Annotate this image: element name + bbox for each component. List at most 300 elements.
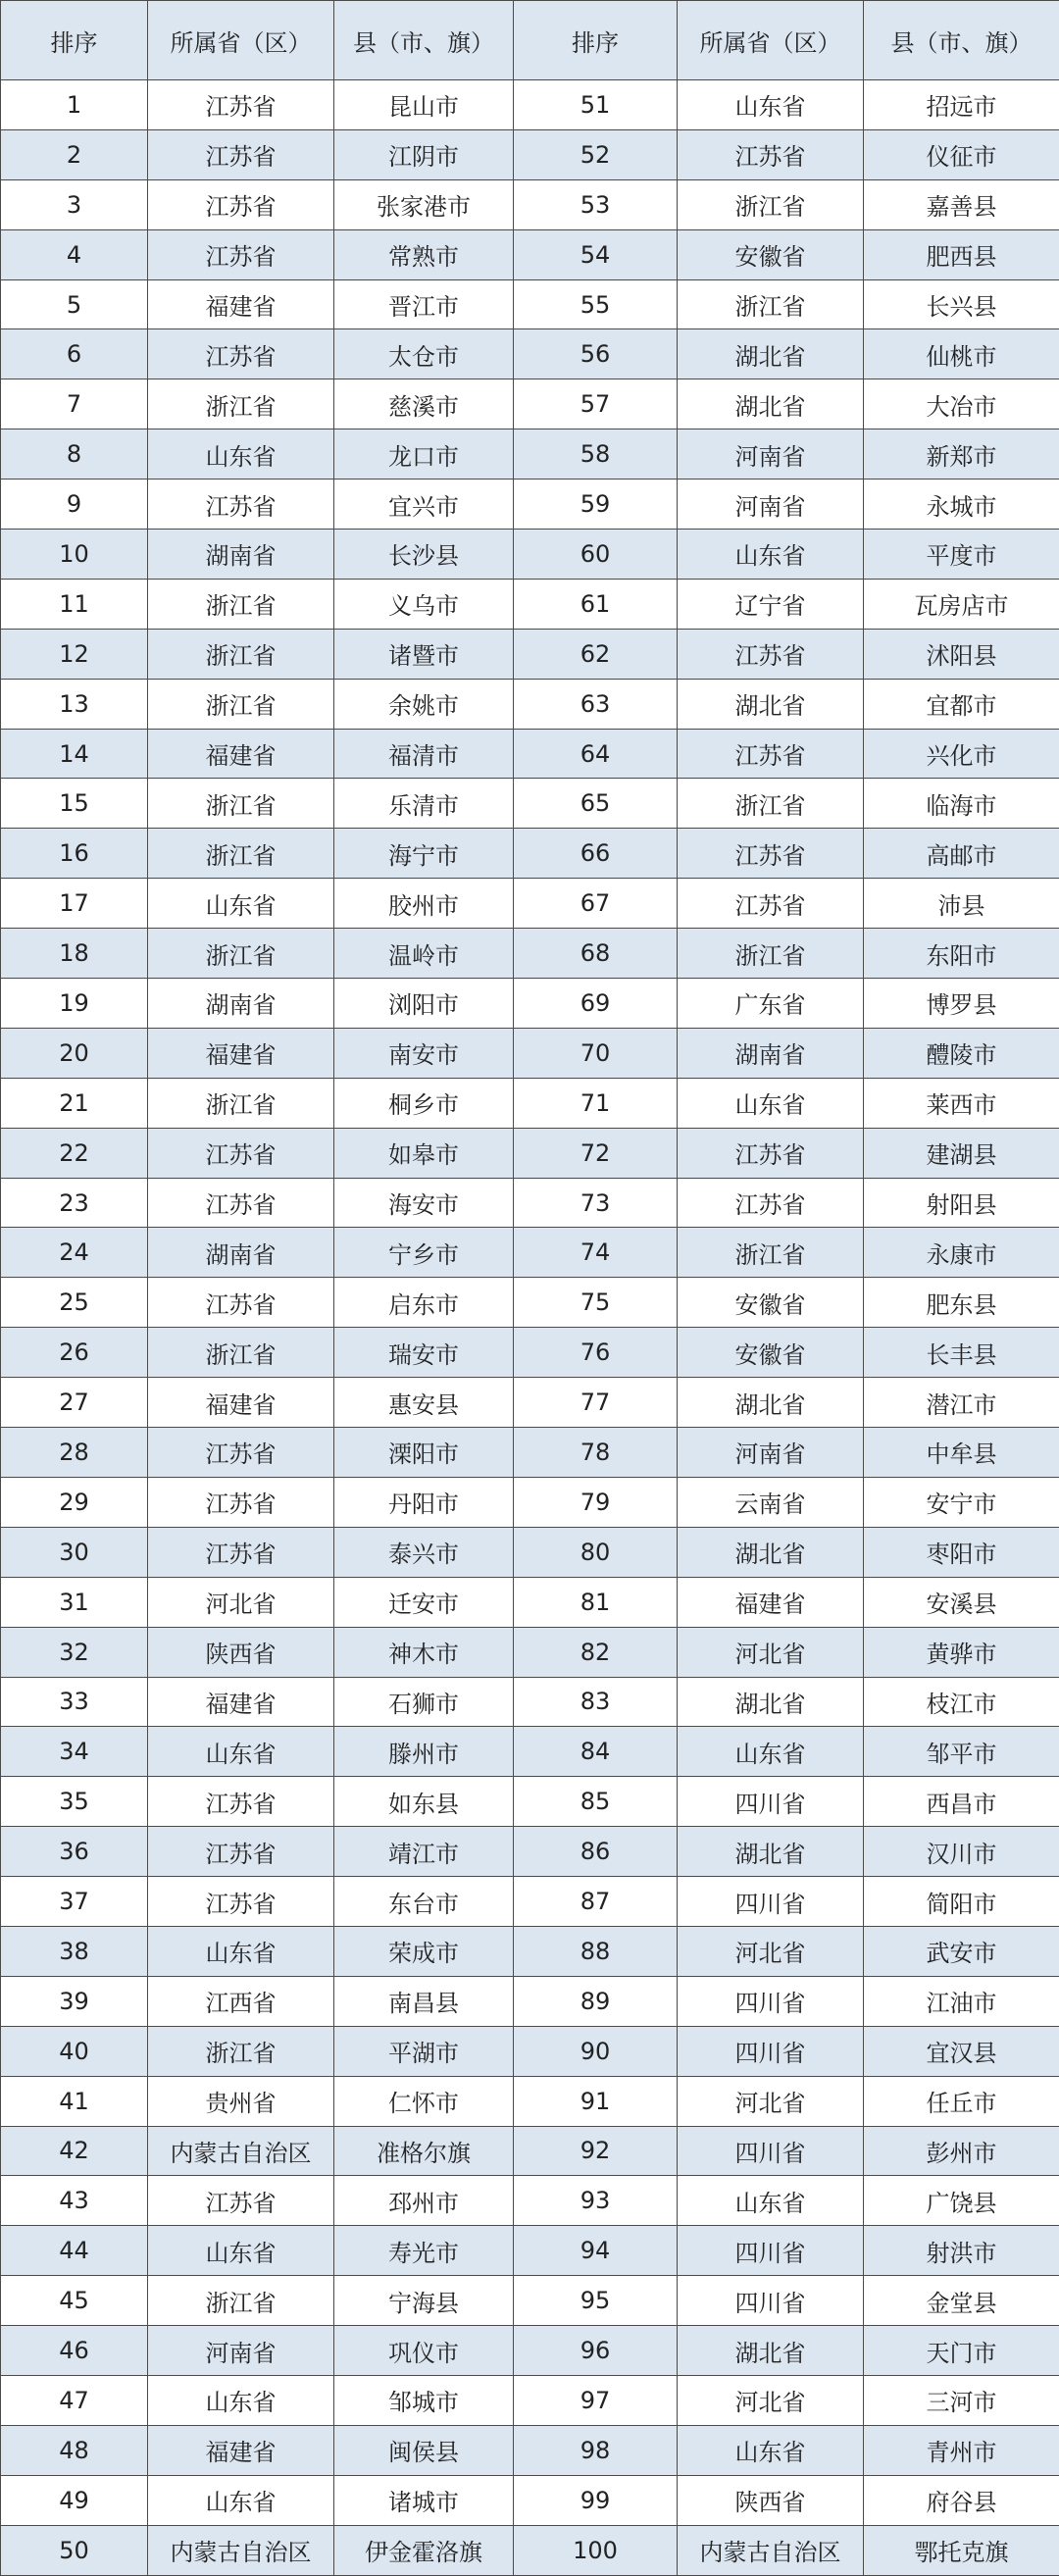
rank-cell-right: 67 xyxy=(514,879,678,929)
province-cell-right: 浙江省 xyxy=(678,929,864,979)
rank-cell-left: 5 xyxy=(1,279,148,329)
table-row xyxy=(1,1627,1059,1677)
header-province-left: 所属省（区） xyxy=(148,1,334,80)
province-cell-right: 河南省 xyxy=(678,1428,864,1478)
table-row xyxy=(1,2226,1059,2276)
table-row xyxy=(1,1078,1059,1128)
province-cell-right: 湖北省 xyxy=(678,679,864,729)
county-cell-right: 长丰县 xyxy=(864,1328,1059,1378)
province-cell-left: 山东省 xyxy=(148,1926,334,1976)
rank-cell-left: 22 xyxy=(1,1128,148,1178)
rank-cell-right: 56 xyxy=(514,329,678,379)
county-cell-left: 福清市 xyxy=(334,729,514,779)
rank-cell-right: 99 xyxy=(514,2475,678,2525)
county-cell-right: 黄骅市 xyxy=(864,1627,1059,1677)
province-cell-left: 江苏省 xyxy=(148,1178,334,1228)
rank-cell-right: 70 xyxy=(514,1028,678,1078)
rank-cell-right: 78 xyxy=(514,1428,678,1478)
province-cell-right: 江苏省 xyxy=(678,629,864,679)
rank-cell-left: 40 xyxy=(1,2026,148,2076)
county-cell-left: 启东市 xyxy=(334,1278,514,1328)
table-row xyxy=(1,2525,1059,2575)
table-row xyxy=(1,1527,1059,1577)
province-cell-left: 福建省 xyxy=(148,2425,334,2475)
rank-cell-left: 27 xyxy=(1,1378,148,1428)
county-cell-right: 金堂县 xyxy=(864,2276,1059,2326)
county-cell-right: 平度市 xyxy=(864,530,1059,580)
rank-cell-right: 65 xyxy=(514,779,678,829)
county-cell-right: 临海市 xyxy=(864,779,1059,829)
county-cell-right: 天门市 xyxy=(864,2326,1059,2376)
county-cell-right: 安宁市 xyxy=(864,1477,1059,1527)
county-cell-left: 溧阳市 xyxy=(334,1428,514,1478)
county-cell-left: 乐清市 xyxy=(334,779,514,829)
county-cell-right: 西昌市 xyxy=(864,1777,1059,1827)
rank-cell-right: 82 xyxy=(514,1627,678,1677)
rank-cell-right: 79 xyxy=(514,1477,678,1527)
rank-cell-left: 21 xyxy=(1,1078,148,1128)
rank-cell-left: 39 xyxy=(1,1976,148,2026)
rank-cell-right: 59 xyxy=(514,480,678,530)
province-cell-right: 湖北省 xyxy=(678,1677,864,1727)
province-cell-left: 江苏省 xyxy=(148,179,334,229)
rank-cell-right: 97 xyxy=(514,2375,678,2425)
rank-cell-right: 54 xyxy=(514,229,678,279)
province-cell-left: 江苏省 xyxy=(148,480,334,530)
county-cell-left: 余姚市 xyxy=(334,679,514,729)
province-cell-left: 浙江省 xyxy=(148,829,334,879)
table-row xyxy=(1,2425,1059,2475)
county-cell-left: 仁怀市 xyxy=(334,2076,514,2126)
county-cell-right: 江油市 xyxy=(864,1976,1059,2026)
table-row xyxy=(1,1827,1059,1877)
rank-cell-right: 92 xyxy=(514,2126,678,2176)
table-row xyxy=(1,2326,1059,2376)
province-cell-right: 湖南省 xyxy=(678,1028,864,1078)
rank-cell-left: 46 xyxy=(1,2326,148,2376)
province-cell-left: 山东省 xyxy=(148,879,334,929)
rank-cell-right: 85 xyxy=(514,1777,678,1827)
rank-cell-left: 42 xyxy=(1,2126,148,2176)
table-row xyxy=(1,1477,1059,1527)
province-cell-left: 湖南省 xyxy=(148,1228,334,1278)
table-row xyxy=(1,729,1059,779)
province-cell-right: 湖北省 xyxy=(678,329,864,379)
province-cell-right: 湖北省 xyxy=(678,379,864,429)
rank-cell-left: 38 xyxy=(1,1926,148,1976)
county-cell-right: 东阳市 xyxy=(864,929,1059,979)
province-cell-left: 山东省 xyxy=(148,2226,334,2276)
table-row xyxy=(1,2026,1059,2076)
province-cell-left: 江苏省 xyxy=(148,1428,334,1478)
table-row xyxy=(1,1777,1059,1827)
table-row xyxy=(1,530,1059,580)
province-cell-right: 四川省 xyxy=(678,2226,864,2276)
province-cell-right: 山东省 xyxy=(678,530,864,580)
header-county-right: 县（市、旗） xyxy=(864,1,1059,80)
county-cell-right: 肥西县 xyxy=(864,229,1059,279)
province-cell-left: 江苏省 xyxy=(148,2176,334,2226)
province-cell-right: 河北省 xyxy=(678,1926,864,1976)
province-cell-left: 山东省 xyxy=(148,2475,334,2525)
province-cell-right: 江苏省 xyxy=(678,829,864,879)
county-cell-right: 建湖县 xyxy=(864,1128,1059,1178)
province-cell-left: 福建省 xyxy=(148,729,334,779)
rank-cell-right: 89 xyxy=(514,1976,678,2026)
county-cell-left: 伊金霍洛旗 xyxy=(334,2525,514,2575)
county-cell-left: 慈溪市 xyxy=(334,379,514,429)
rank-cell-right: 53 xyxy=(514,179,678,229)
county-cell-right: 沭阳县 xyxy=(864,629,1059,679)
county-cell-right: 仪征市 xyxy=(864,129,1059,179)
rank-cell-right: 75 xyxy=(514,1278,678,1328)
rank-cell-left: 14 xyxy=(1,729,148,779)
province-cell-right: 河南省 xyxy=(678,429,864,480)
header-rank-right: 排序 xyxy=(514,1,678,80)
province-cell-left: 福建省 xyxy=(148,1677,334,1727)
rank-cell-right: 100 xyxy=(514,2525,678,2575)
rank-cell-right: 60 xyxy=(514,530,678,580)
county-cell-left: 邳州市 xyxy=(334,2176,514,2226)
rank-cell-left: 1 xyxy=(1,80,148,130)
province-cell-left: 山东省 xyxy=(148,429,334,480)
province-cell-left: 山东省 xyxy=(148,1727,334,1777)
rank-cell-left: 3 xyxy=(1,179,148,229)
province-cell-left: 江苏省 xyxy=(148,1877,334,1927)
county-cell-left: 宁海县 xyxy=(334,2276,514,2326)
rank-cell-right: 63 xyxy=(514,679,678,729)
table-row xyxy=(1,1677,1059,1727)
county-cell-right: 枣阳市 xyxy=(864,1527,1059,1577)
rank-cell-right: 76 xyxy=(514,1328,678,1378)
table-row xyxy=(1,579,1059,629)
rank-cell-left: 37 xyxy=(1,1877,148,1927)
rank-cell-left: 17 xyxy=(1,879,148,929)
county-cell-right: 邹平市 xyxy=(864,1727,1059,1777)
province-cell-right: 湖北省 xyxy=(678,1827,864,1877)
province-cell-right: 山东省 xyxy=(678,2176,864,2226)
province-cell-right: 四川省 xyxy=(678,2126,864,2176)
county-cell-right: 招远市 xyxy=(864,80,1059,130)
table-row xyxy=(1,429,1059,480)
rank-cell-right: 90 xyxy=(514,2026,678,2076)
county-cell-left: 江阴市 xyxy=(334,129,514,179)
county-cell-right: 肥东县 xyxy=(864,1278,1059,1328)
province-cell-left: 浙江省 xyxy=(148,929,334,979)
province-cell-right: 江苏省 xyxy=(678,129,864,179)
rank-cell-right: 81 xyxy=(514,1577,678,1627)
province-cell-right: 四川省 xyxy=(678,1976,864,2026)
county-cell-left: 晋江市 xyxy=(334,279,514,329)
province-cell-right: 辽宁省 xyxy=(678,579,864,629)
rank-cell-left: 16 xyxy=(1,829,148,879)
county-cell-left: 海安市 xyxy=(334,1178,514,1228)
province-cell-right: 河北省 xyxy=(678,2375,864,2425)
rank-cell-left: 28 xyxy=(1,1428,148,1478)
county-cell-right: 汉川市 xyxy=(864,1827,1059,1877)
table-row xyxy=(1,879,1059,929)
county-cell-right: 府谷县 xyxy=(864,2475,1059,2525)
county-cell-left: 长沙县 xyxy=(334,530,514,580)
province-cell-left: 内蒙古自治区 xyxy=(148,2126,334,2176)
province-cell-right: 湖北省 xyxy=(678,1527,864,1577)
rank-cell-right: 71 xyxy=(514,1078,678,1128)
table-row xyxy=(1,279,1059,329)
province-cell-left: 江苏省 xyxy=(148,129,334,179)
province-cell-left: 河南省 xyxy=(148,2326,334,2376)
rank-cell-right: 62 xyxy=(514,629,678,679)
table-row xyxy=(1,2475,1059,2525)
province-cell-left: 湖南省 xyxy=(148,979,334,1029)
table-row xyxy=(1,379,1059,429)
province-cell-left: 浙江省 xyxy=(148,1078,334,1128)
county-cell-right: 永城市 xyxy=(864,480,1059,530)
county-cell-left: 瑞安市 xyxy=(334,1328,514,1378)
county-cell-left: 常熟市 xyxy=(334,229,514,279)
province-cell-left: 浙江省 xyxy=(148,679,334,729)
table-row xyxy=(1,829,1059,879)
province-cell-right: 云南省 xyxy=(678,1477,864,1527)
rank-cell-right: 93 xyxy=(514,2176,678,2226)
province-cell-left: 江苏省 xyxy=(148,1527,334,1577)
table-row xyxy=(1,1428,1059,1478)
province-cell-right: 广东省 xyxy=(678,979,864,1029)
table-row xyxy=(1,929,1059,979)
county-cell-left: 诸暨市 xyxy=(334,629,514,679)
province-cell-right: 河北省 xyxy=(678,1627,864,1677)
table-row xyxy=(1,179,1059,229)
county-cell-right: 长兴县 xyxy=(864,279,1059,329)
county-cell-left: 泰兴市 xyxy=(334,1527,514,1577)
rank-cell-right: 61 xyxy=(514,579,678,629)
county-cell-left: 靖江市 xyxy=(334,1827,514,1877)
county-cell-left: 如皋市 xyxy=(334,1128,514,1178)
county-cell-left: 胶州市 xyxy=(334,879,514,929)
rank-cell-right: 73 xyxy=(514,1178,678,1228)
table-row xyxy=(1,480,1059,530)
rank-cell-right: 68 xyxy=(514,929,678,979)
province-cell-left: 浙江省 xyxy=(148,629,334,679)
province-cell-left: 浙江省 xyxy=(148,579,334,629)
county-cell-right: 高邮市 xyxy=(864,829,1059,879)
table-row xyxy=(1,329,1059,379)
province-cell-right: 江苏省 xyxy=(678,1178,864,1228)
rank-cell-right: 88 xyxy=(514,1926,678,1976)
province-cell-right: 湖北省 xyxy=(678,1378,864,1428)
rank-cell-left: 4 xyxy=(1,229,148,279)
province-cell-right: 浙江省 xyxy=(678,779,864,829)
county-cell-right: 嘉善县 xyxy=(864,179,1059,229)
county-cell-left: 龙口市 xyxy=(334,429,514,480)
county-cell-left: 张家港市 xyxy=(334,179,514,229)
province-cell-right: 江苏省 xyxy=(678,729,864,779)
rank-cell-left: 35 xyxy=(1,1777,148,1827)
province-cell-left: 江苏省 xyxy=(148,329,334,379)
county-cell-right: 瓦房店市 xyxy=(864,579,1059,629)
province-cell-right: 江苏省 xyxy=(678,1128,864,1178)
province-cell-right: 四川省 xyxy=(678,2026,864,2076)
county-cell-left: 温岭市 xyxy=(334,929,514,979)
table-row xyxy=(1,2375,1059,2425)
county-cell-right: 新郑市 xyxy=(864,429,1059,480)
rank-cell-left: 11 xyxy=(1,579,148,629)
rank-cell-right: 94 xyxy=(514,2226,678,2276)
rank-cell-left: 15 xyxy=(1,779,148,829)
rank-cell-left: 23 xyxy=(1,1178,148,1228)
table-row xyxy=(1,1727,1059,1777)
rank-cell-left: 12 xyxy=(1,629,148,679)
province-cell-left: 江苏省 xyxy=(148,1278,334,1328)
rank-cell-left: 25 xyxy=(1,1278,148,1328)
rank-cell-right: 55 xyxy=(514,279,678,329)
province-cell-right: 湖北省 xyxy=(678,2326,864,2376)
province-cell-left: 浙江省 xyxy=(148,2026,334,2076)
rank-cell-right: 66 xyxy=(514,829,678,879)
province-cell-left: 江西省 xyxy=(148,1976,334,2026)
province-cell-left: 江苏省 xyxy=(148,1777,334,1827)
county-cell-right: 简阳市 xyxy=(864,1877,1059,1927)
rank-cell-left: 8 xyxy=(1,429,148,480)
province-cell-left: 陕西省 xyxy=(148,1627,334,1677)
rank-cell-left: 9 xyxy=(1,480,148,530)
header-province-right: 所属省（区） xyxy=(678,1,864,80)
county-cell-left: 寿光市 xyxy=(334,2226,514,2276)
county-cell-left: 宜兴市 xyxy=(334,480,514,530)
province-cell-left: 河北省 xyxy=(148,1577,334,1627)
province-cell-right: 四川省 xyxy=(678,2276,864,2326)
rank-cell-left: 32 xyxy=(1,1627,148,1677)
table-row xyxy=(1,1278,1059,1328)
province-cell-left: 贵州省 xyxy=(148,2076,334,2126)
province-cell-left: 江苏省 xyxy=(148,229,334,279)
rank-cell-left: 26 xyxy=(1,1328,148,1378)
county-cell-left: 迁安市 xyxy=(334,1577,514,1627)
table-row xyxy=(1,2276,1059,2326)
province-cell-right: 安徽省 xyxy=(678,229,864,279)
table-row xyxy=(1,80,1059,130)
rank-cell-left: 10 xyxy=(1,530,148,580)
province-cell-right: 陕西省 xyxy=(678,2475,864,2525)
rank-cell-left: 49 xyxy=(1,2475,148,2525)
county-cell-left: 平湖市 xyxy=(334,2026,514,2076)
rank-cell-left: 31 xyxy=(1,1577,148,1627)
county-cell-left: 准格尔旗 xyxy=(334,2126,514,2176)
county-cell-left: 荣成市 xyxy=(334,1926,514,1976)
county-cell-right: 鄂托克旗 xyxy=(864,2525,1059,2575)
rank-cell-left: 41 xyxy=(1,2076,148,2126)
header-county-left: 县（市、旗） xyxy=(334,1,514,80)
table-row xyxy=(1,1976,1059,2026)
province-cell-left: 福建省 xyxy=(148,1028,334,1078)
province-cell-left: 浙江省 xyxy=(148,379,334,429)
province-cell-right: 江苏省 xyxy=(678,879,864,929)
rank-cell-right: 69 xyxy=(514,979,678,1029)
rank-cell-left: 50 xyxy=(1,2525,148,2575)
county-cell-left: 昆山市 xyxy=(334,80,514,130)
province-cell-left: 福建省 xyxy=(148,279,334,329)
province-cell-left: 江苏省 xyxy=(148,80,334,130)
table-row xyxy=(1,1028,1059,1078)
rank-cell-left: 7 xyxy=(1,379,148,429)
province-cell-right: 浙江省 xyxy=(678,1228,864,1278)
county-cell-left: 丹阳市 xyxy=(334,1477,514,1527)
county-cell-left: 东台市 xyxy=(334,1877,514,1927)
rank-cell-left: 19 xyxy=(1,979,148,1029)
county-cell-right: 青州市 xyxy=(864,2425,1059,2475)
rank-cell-left: 43 xyxy=(1,2176,148,2226)
table-row xyxy=(1,2126,1059,2176)
province-cell-left: 浙江省 xyxy=(148,779,334,829)
county-cell-left: 桐乡市 xyxy=(334,1078,514,1128)
province-cell-left: 山东省 xyxy=(148,2375,334,2425)
table-row xyxy=(1,1328,1059,1378)
county-cell-right: 仙桃市 xyxy=(864,329,1059,379)
county-cell-left: 滕州市 xyxy=(334,1727,514,1777)
province-cell-right: 河南省 xyxy=(678,480,864,530)
province-cell-right: 内蒙古自治区 xyxy=(678,2525,864,2575)
rank-cell-right: 96 xyxy=(514,2326,678,2376)
province-cell-right: 山东省 xyxy=(678,1727,864,1777)
table-header xyxy=(1,1,1059,80)
table-row xyxy=(1,1877,1059,1927)
table-row xyxy=(1,979,1059,1029)
county-cell-left: 南安市 xyxy=(334,1028,514,1078)
county-cell-left: 闽侯县 xyxy=(334,2425,514,2475)
county-cell-right: 广饶县 xyxy=(864,2176,1059,2226)
county-cell-right: 任丘市 xyxy=(864,2076,1059,2126)
county-cell-left: 石狮市 xyxy=(334,1677,514,1727)
table-row xyxy=(1,679,1059,729)
county-cell-right: 潜江市 xyxy=(864,1378,1059,1428)
county-cell-right: 永康市 xyxy=(864,1228,1059,1278)
province-cell-right: 河北省 xyxy=(678,2076,864,2126)
county-cell-right: 中牟县 xyxy=(864,1428,1059,1478)
county-cell-left: 诸城市 xyxy=(334,2475,514,2525)
county-cell-left: 海宁市 xyxy=(334,829,514,879)
county-cell-left: 神木市 xyxy=(334,1627,514,1677)
county-cell-right: 宜都市 xyxy=(864,679,1059,729)
rank-cell-left: 45 xyxy=(1,2276,148,2326)
county-cell-right: 武安市 xyxy=(864,1926,1059,1976)
county-cell-right: 大冶市 xyxy=(864,379,1059,429)
rank-cell-left: 44 xyxy=(1,2226,148,2276)
header-rank-left: 排序 xyxy=(1,1,148,80)
province-cell-left: 内蒙古自治区 xyxy=(148,2525,334,2575)
county-cell-left: 邹城市 xyxy=(334,2375,514,2425)
rank-cell-right: 57 xyxy=(514,379,678,429)
county-cell-right: 射阳县 xyxy=(864,1178,1059,1228)
county-cell-left: 如东县 xyxy=(334,1777,514,1827)
table-row xyxy=(1,2076,1059,2126)
rank-cell-right: 98 xyxy=(514,2425,678,2475)
rank-cell-right: 52 xyxy=(514,129,678,179)
rank-cell-right: 83 xyxy=(514,1677,678,1727)
table-row xyxy=(1,1128,1059,1178)
province-cell-right: 浙江省 xyxy=(678,279,864,329)
rank-cell-right: 95 xyxy=(514,2276,678,2326)
rank-cell-left: 2 xyxy=(1,129,148,179)
rank-cell-right: 80 xyxy=(514,1527,678,1577)
county-cell-right: 安溪县 xyxy=(864,1577,1059,1627)
county-cell-left: 巩仪市 xyxy=(334,2326,514,2376)
province-cell-right: 山东省 xyxy=(678,80,864,130)
county-cell-left: 义乌市 xyxy=(334,579,514,629)
rank-cell-left: 18 xyxy=(1,929,148,979)
table-row xyxy=(1,1228,1059,1278)
rank-cell-right: 74 xyxy=(514,1228,678,1278)
county-cell-right: 兴化市 xyxy=(864,729,1059,779)
province-cell-left: 江苏省 xyxy=(148,1827,334,1877)
